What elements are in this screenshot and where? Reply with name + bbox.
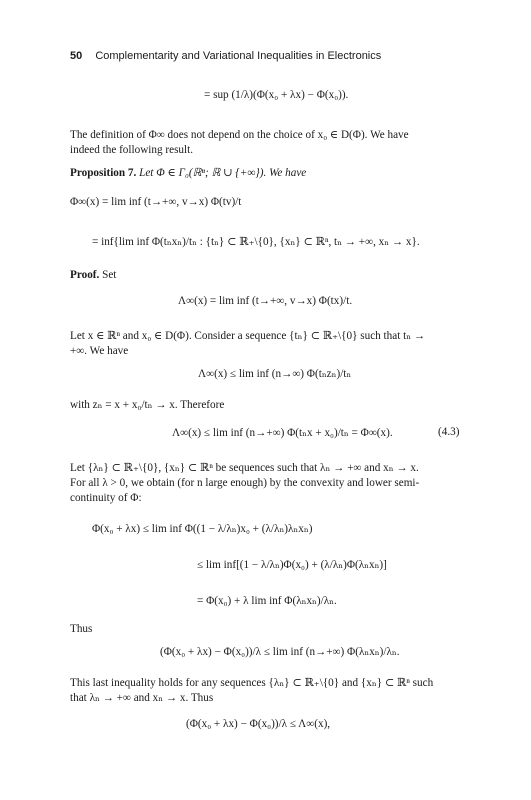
equation-e: (Φ(x₀ + λx) − Φ(x₀))/λ ≤ lim inf (n→+∞) Φ(λₙxₙ)/λₙ. — [160, 646, 400, 658]
equation-sup: = sup (1/λ)(Φ(x₀ + λx) − Φ(x₀)). — [204, 89, 349, 101]
equation-d2: ≤ lim inf[(1 − λ/λₙ)Φ(x₀) + (λ/λₙ)Φ(λₙxₙ)] — [197, 559, 387, 571]
proof-word: Proof. — [70, 269, 100, 281]
paragraph-line: Thus — [70, 623, 93, 635]
page-number: 50 — [70, 50, 83, 62]
running-header — [70, 50, 381, 62]
paragraph-line: This last inequality holds for any sequences {λₙ} ⊂ ℝ₊\{0} and {xₙ} ⊂ ℝⁿ such — [70, 677, 434, 689]
paragraph-line: continuity of Φ: — [70, 492, 142, 504]
proposition-label: Proposition 7. — [70, 167, 137, 179]
equation-b: Λ∞(x) ≤ lim inf (n→∞) Φ(tₙzₙ)/tₙ — [198, 368, 352, 380]
paragraph-line: For all λ > 0, we obtain (for n large enough) by the convexity and lower semi- — [70, 477, 420, 489]
proposition-statement: Let Φ ∈ Γ₀(ℝⁿ; ℝ ∪ {+∞}). We have — [139, 167, 307, 179]
equation-4-3: Λ∞(x) ≤ lim inf (n→+∞) Φ(tₙx + x₀)/tₙ = Φ∞(x). — [172, 427, 393, 439]
equation-lambda-infinity: Λ∞(x) = lim inf (t→+∞, v→x) Φ(tx)/t. — [178, 295, 353, 307]
proposition-equation-2: = inf{lim inf Φ(tₙxₙ)/tₙ : {tₙ} ⊂ ℝ₊\{0}, {xₙ} ⊂ ℝⁿ, tₙ → +∞, xₙ → x}. — [92, 236, 420, 248]
running-title: Complementarity and Variational Inequalities in Electronics — [95, 50, 382, 62]
paragraph-line: Let x ∈ ℝⁿ and x₀ ∈ D(Φ). Consider a sequence {tₙ} ⊂ ℝ₊\{0} such that tₙ → — [70, 330, 426, 342]
paragraph-line: with zₙ = x + x₀/tₙ → x. Therefore — [70, 399, 225, 411]
proposition-equation-1: Φ∞(x) = lim inf (t→+∞, v→x) Φ(tv)/t — [70, 196, 242, 208]
paragraph-line: indeed the following result. — [70, 144, 194, 156]
paragraph-line: that λₙ → +∞ and xₙ → x. Thus — [70, 692, 214, 704]
proposition-heading — [70, 166, 306, 180]
equation-d3: = Φ(x₀) + λ lim inf Φ(λₙxₙ)/λₙ. — [197, 595, 337, 607]
paragraph-line: The definition of Φ∞ does not depend on the choice of x₀ ∈ D(Φ). We have — [70, 129, 409, 141]
paragraph-line: +∞. We have — [70, 345, 129, 357]
equation-d1: Φ(x₀ + λx) ≤ lim inf Φ((1 − λ/λₙ)x₀ + (λ/λₙ)λₙxₙ) — [92, 523, 313, 535]
proof-set: Set — [102, 269, 117, 281]
equation-number: (4.3) — [438, 426, 460, 438]
paragraph-line: Let {λₙ} ⊂ ℝ₊\{0}, {xₙ} ⊂ ℝⁿ be sequences such that λₙ → +∞ and xₙ → x. — [70, 462, 419, 474]
proof-label — [70, 268, 116, 282]
equation-f: (Φ(x₀ + λx) − Φ(x₀))/λ ≤ Λ∞(x), — [186, 718, 331, 730]
